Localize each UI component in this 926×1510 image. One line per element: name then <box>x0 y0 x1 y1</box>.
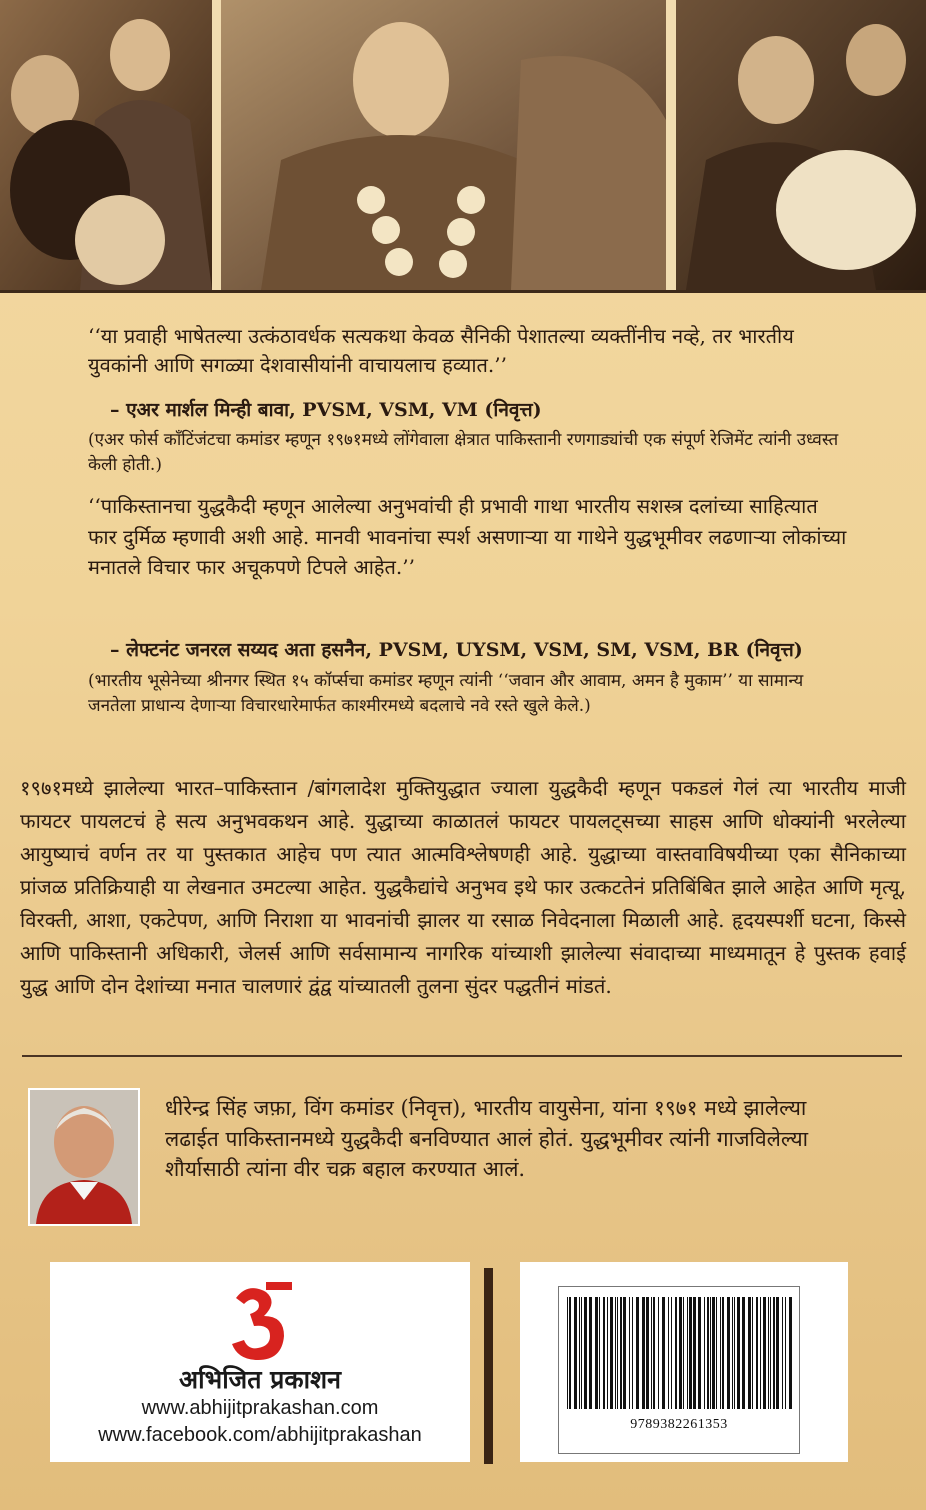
barcode-bar <box>629 1297 630 1409</box>
barcode-bar <box>756 1297 758 1409</box>
barcode-bar <box>707 1297 709 1409</box>
author-photo <box>28 1088 140 1226</box>
barcode-bar <box>589 1297 592 1409</box>
barcode-bar <box>737 1297 740 1409</box>
barcode-bar <box>675 1297 677 1409</box>
barcode-box <box>520 1262 848 1462</box>
barcode-bar <box>662 1297 665 1409</box>
publisher-facebook[interactable]: www.facebook.com/abhijitprakashan <box>98 1424 422 1446</box>
barcode-bar <box>693 1297 696 1409</box>
barcode-bar <box>734 1297 735 1409</box>
publisher-website[interactable]: www.abhijitprakashan.com <box>141 1397 379 1419</box>
barcode-bar <box>579 1297 580 1409</box>
barcode-bar <box>668 1297 669 1409</box>
barcode-bar <box>671 1297 672 1409</box>
barcode-bar <box>599 1297 600 1409</box>
book-description: १९७१मध्ये झालेल्या भारत–पाकिस्तान /बांगलादेश मुक्तियुद्धात ज्याला युद्धकैदी म्हणून पकडलं गेलं त्या भारतीय माजी फायटर पायलटचं हे सत्य अनुभवकथन आहे. युद्धाच्या काळातलं फायटर पायलट्सच्या साहस आणि धोक्यांनी भरलेल्या आयुष्याचं वर्णन तर या पुस्तकात आहेच पण त्यात आत्मविश्लेषणही आहे. युद्धाच्या वास्तवाविषयीच्या एका सैनिकाच्या प्रांजळ प्रतिक्रियाही या लेखनात उमटल्या आहेत. युद्धकैद्यांचे अनुभव इथे फार उत्कटतेनं प्रतिबिंबित झाले आहेत आणि मृत्यू, विरक्ती, आशा, एकटेपण, आणि निराशा या भावनांची झालर या रसाळ निवेदनाला मिळाली आहे. हृदयस्पर्शी घटना, किस्से आणि पाकिस्तानी अधिकारी, जेलर्स आणि सर्वसामान्य नागरिक यांच्याशी झालेल्या संवादाच्या माध्यमातून हे पुस्तक हवाई युद्ध आणि दोन देशांच्या मनात चालणारं द्वंद्व यांच्यातली तुलना सुंदर पद्धतीनं मांडतं. <box>20 776 906 998</box>
barcode-bar <box>773 1297 775 1409</box>
barcode-bar <box>632 1297 633 1409</box>
barcode-bar <box>574 1297 577 1409</box>
barcode-bar <box>789 1297 792 1409</box>
barcode-bar <box>712 1297 715 1409</box>
barcode-bar <box>623 1297 626 1409</box>
quote-2-attribution: – लेफ्टनंट जनरल सय्यद अता हसनैन, PVSM, UYSM, VSM, SM, VSM, BR (निवृत्त) <box>110 639 803 661</box>
photo-pilot-garland <box>221 0 666 290</box>
barcode-bar <box>569 1297 571 1409</box>
photo-embrace <box>676 0 926 290</box>
barcode-bar <box>584 1297 587 1409</box>
publisher-name: अभिजित प्रकाशन <box>179 1365 341 1394</box>
quote-1-attribution: – एअर मार्शल मिन्ही बावा, PVSM, VSM, VM (निवृत्त) <box>110 399 542 421</box>
quote-2-note: (भारतीय भूसेनेच्या श्रीनगर स्थित १५ कॉर्प्सचा कमांडर म्हणून त्यांनी ‘‘जवान और आवाम, अमन है मुकाम’’ या सामान्य जनतेला प्राधान्य देणाऱ्या विचारधारेमार्फत काश्मीरमध्ये बदलाचे नवे रस्ते खुले केले.) <box>88 671 804 716</box>
barcode-bar <box>716 1297 717 1409</box>
barcode-bar <box>658 1297 659 1409</box>
barcode-bar <box>748 1297 751 1409</box>
barcode-bar <box>710 1297 711 1409</box>
publisher-box <box>50 1262 470 1462</box>
barcode-bar <box>760 1297 761 1409</box>
isbn-number: 9789382261353 <box>630 1417 728 1432</box>
barcode-bar <box>704 1297 705 1409</box>
barcode-bar <box>617 1297 618 1409</box>
quote-1-note: (एअर फोर्स कॉंटिंजंटचा कमांडर म्हणून १९७१मध्ये लोंगेवाला क्षेत्रात पाकिस्तानी रणगाड्यांची एक संपूर्ण रेजिमेंट त्यांनी उध्वस्त केली होती.) <box>88 430 839 475</box>
barcode-bar <box>607 1297 608 1409</box>
quote-2-text: ‘‘पाकिस्तानचा युद्धकैदी म्हणून आलेल्या अनुभवांची ही प्रभावी गाथा भारतीय सशस्त्र दलांच्या साहित्यात फार दुर्मिळ म्हणावी अशी आहे. मानवी भावनांचा स्पर्श असणाऱ्या या गाथेने युद्धभूमीवर लढणाऱ्या लोकांच्या मनातले विचार फार अचूकपणे टिपले आहेत.’’ <box>88 494 847 579</box>
photo-welcome-crowd <box>0 0 212 290</box>
barcode-bar <box>595 1297 598 1409</box>
barcode-bar <box>567 1297 568 1409</box>
barcode-bar <box>785 1297 786 1409</box>
vertical-divider <box>484 1268 493 1464</box>
barcode-bar <box>689 1297 692 1409</box>
barcode-bar <box>687 1297 688 1409</box>
barcode-bar <box>603 1297 605 1409</box>
barcode-bar <box>683 1297 684 1409</box>
barcode-bar <box>610 1297 613 1409</box>
barcode-bar <box>776 1297 779 1409</box>
barcode-bar <box>727 1297 730 1409</box>
publisher-logo-icon <box>218 1276 298 1366</box>
barcode-bar <box>732 1297 733 1409</box>
barcode-bar <box>653 1297 655 1409</box>
barcode-bar <box>581 1297 582 1409</box>
barcode-bar <box>768 1297 769 1409</box>
barcode-bar <box>752 1297 753 1409</box>
barcode-bars <box>559 1287 799 1415</box>
barcode-bar <box>651 1297 652 1409</box>
barcode-bar <box>698 1297 701 1409</box>
divider-rule <box>22 1055 902 1057</box>
barcode-bar <box>620 1297 622 1409</box>
barcode <box>558 1286 800 1454</box>
barcode-bar <box>742 1297 745 1409</box>
author-bio: धीरेन्द्र सिंह जफ़ा, विंग कमांडर (निवृत्त), भारतीय वायुसेना, यांना १९७१ मध्ये झालेल्या लढाईत पाकिस्तानमध्ये युद्धकैदी बनविण्यात आलं होतं. युद्धभूमीवर त्यांनी गाजविलेल्या शौर्यासाठी त्यांना वीर चक्र बहाल करण्यात आलं. <box>165 1096 809 1181</box>
barcode-bar <box>720 1297 721 1409</box>
barcode-bar <box>782 1297 783 1409</box>
quote-1-text: ‘‘या प्रवाही भाषेतल्या उत्कंठावर्धक सत्यकथा केवळ सैनिकी पेशातल्या व्यक्तींनीच नव्हे, तर भारतीय युवकांनी आणि सगळ्या देशवासीयांनी वाचायलाच हव्यात.’’ <box>88 324 794 377</box>
barcode-bar <box>679 1297 682 1409</box>
barcode-bar <box>722 1297 724 1409</box>
barcode-bar <box>615 1297 616 1409</box>
barcode-bar <box>770 1297 771 1409</box>
cover-photo-strip <box>0 0 926 293</box>
barcode-bar <box>636 1297 639 1409</box>
barcode-bar <box>642 1297 645 1409</box>
barcode-bar <box>763 1297 766 1409</box>
barcode-bar <box>646 1297 649 1409</box>
